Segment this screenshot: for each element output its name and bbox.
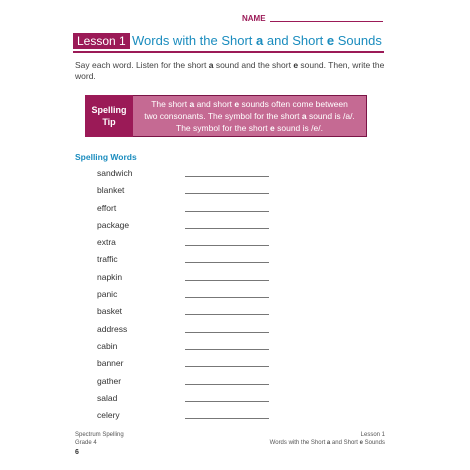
spelling-word: gather (97, 375, 122, 386)
write-word-line[interactable] (185, 211, 269, 212)
spelling-word-row (97, 168, 277, 185)
footer-book-title: Spectrum Spelling (75, 432, 124, 438)
write-word-line[interactable] (185, 384, 269, 385)
title-letter-e: e (326, 33, 335, 48)
tip-part: The short (151, 99, 190, 109)
tip-label-line2: Tip (102, 117, 116, 127)
write-word-line[interactable] (185, 332, 269, 333)
spelling-words-heading: Spelling Words (75, 152, 137, 162)
spelling-word-row (97, 254, 277, 271)
spelling-word: extra (97, 237, 116, 248)
footer-grade: Grade 4 (75, 439, 97, 446)
tip-letter: a (189, 99, 195, 109)
instructions-part: Say each word. Listen for the short (75, 60, 209, 70)
write-word-line[interactable] (185, 193, 269, 194)
tip-letter: e (234, 99, 240, 109)
footer-part: Words with the Short (269, 439, 327, 446)
write-word-line[interactable] (185, 176, 269, 177)
spelling-word: cabin (97, 340, 118, 351)
lesson-title (132, 33, 382, 49)
spelling-word-row (97, 393, 277, 410)
spelling-word: napkin (97, 271, 123, 282)
title-part: Words with the Short (132, 33, 257, 48)
footer-letter: a (326, 439, 331, 446)
spelling-word: sandwich (97, 168, 133, 178)
title-letter-a: a (256, 33, 264, 48)
footer-right (270, 432, 385, 447)
write-word-line[interactable] (185, 228, 269, 229)
spelling-tip-box (85, 95, 367, 137)
spelling-word-row (97, 324, 277, 341)
footer-left (75, 432, 124, 447)
spelling-word: blanket (97, 185, 125, 196)
tip-letter: e (270, 123, 275, 133)
spelling-word-row (97, 203, 277, 220)
spelling-word-row (97, 410, 277, 427)
instructions-letter-e: e (293, 60, 299, 70)
footer-part: Sounds (362, 439, 385, 446)
write-word-line[interactable] (185, 366, 269, 367)
tip-part: and short (194, 99, 235, 109)
write-word-line[interactable] (185, 297, 269, 298)
lesson-badge: Lesson 1 (73, 33, 130, 49)
title-rule (73, 51, 384, 53)
spelling-word-list (97, 168, 277, 427)
tip-part: sound is /a/. (306, 111, 355, 121)
instructions-letter-a: a (208, 60, 214, 70)
tip-line-3 (133, 122, 366, 134)
title-part: Sounds (334, 33, 382, 48)
title-part: and Short (263, 33, 327, 48)
spelling-tip-text (133, 95, 367, 137)
spelling-word: celery (97, 410, 120, 421)
spelling-word-row (97, 341, 277, 358)
footer-letter: e (359, 439, 363, 446)
tip-part: The symbol for the short (176, 123, 271, 133)
footer-part: and Short (330, 439, 360, 446)
tip-part: two consonants. The symbol for the short (144, 111, 302, 121)
spelling-word: banner (97, 358, 124, 369)
spelling-tip-label (85, 95, 133, 137)
write-word-line[interactable] (185, 280, 269, 281)
instructions-part: sound and the short (213, 60, 294, 70)
spelling-word-row (97, 289, 277, 306)
spelling-word: package (97, 219, 130, 230)
name-write-line[interactable] (270, 21, 383, 22)
spelling-word: traffic (97, 254, 118, 265)
instructions-part: sound. Then, write the word. (75, 60, 385, 81)
instructions (75, 60, 385, 82)
tip-line-1 (133, 98, 366, 110)
spelling-word: panic (97, 289, 118, 300)
spelling-word: basket (97, 306, 123, 317)
tip-letter: a (301, 111, 307, 121)
spelling-word: effort (97, 202, 117, 213)
tip-label-line1: Spelling (91, 105, 127, 115)
spelling-word-row (97, 237, 277, 254)
write-word-line[interactable] (185, 262, 269, 263)
spelling-word: address (97, 323, 128, 334)
tip-part: sound is /e/. (274, 123, 323, 133)
spelling-word-row (97, 272, 277, 289)
spelling-word-row (97, 306, 277, 323)
write-word-line[interactable] (185, 401, 269, 402)
name-label: NAME (242, 14, 266, 23)
spelling-word-row (97, 376, 277, 393)
footer-lesson: Lesson 1 (360, 432, 385, 438)
spelling-word-row (97, 185, 277, 202)
spelling-word: salad (97, 392, 118, 403)
spelling-word-row (97, 220, 277, 237)
write-word-line[interactable] (185, 245, 269, 246)
spelling-word-row (97, 358, 277, 375)
tip-part: sounds often come between (239, 99, 348, 109)
write-word-line[interactable] (185, 418, 269, 419)
page-number: 6 (75, 449, 79, 456)
write-word-line[interactable] (185, 349, 269, 350)
footer-lesson-title (270, 440, 385, 448)
write-word-line[interactable] (185, 314, 269, 315)
tip-line-2 (133, 110, 366, 122)
